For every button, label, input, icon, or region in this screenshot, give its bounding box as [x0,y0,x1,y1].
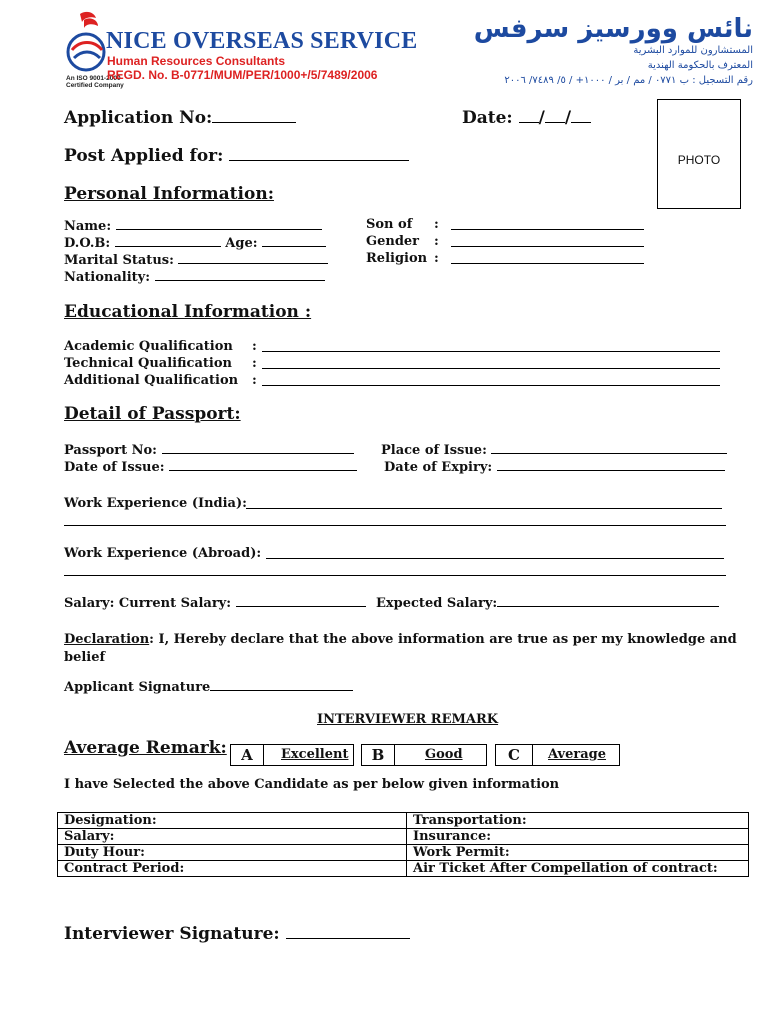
gender-label: Gender [366,234,420,249]
passport-no-field: Passport No: [64,441,354,458]
air-ticket-cell: Air Ticket After Compellation of contract: [407,861,749,877]
remark-label-good: Good [425,747,463,762]
declaration-text: Declaration: I, Hereby declare that the above information are true as per my knowledge and [64,632,737,647]
remark-label-excellent: Excellent [281,747,349,762]
registration-number: REGD. No. B-0771/MUM/PER/1000+/5/7489/2006 [107,68,378,82]
gender-colon: : [434,234,439,249]
salary-cell: Salary: [58,829,407,845]
selected-note: I have Selected the above Candidate as per below given information [64,777,560,792]
date-field: Date: / / [462,108,591,128]
selection-details-table [57,812,749,877]
religion-line [451,263,644,264]
work-abroad-line [266,558,724,559]
academic-label: Academic Qualification [64,339,233,354]
remark-letter-b: B [361,744,395,766]
average-remark-label: Average Remark: [64,738,227,758]
photo-label: PHOTO [677,153,721,167]
table-row [58,829,749,845]
religion-label: Religion [366,251,428,266]
academic-colon: : [252,339,257,354]
photo-box [657,99,741,209]
additional-line [262,385,720,386]
nationality-field: Nationality: [64,268,325,285]
work-india-line-2 [64,525,726,526]
technical-line [262,368,720,369]
academic-line [262,351,720,352]
declaration-label: Declaration [64,632,150,647]
marital-status-field: Marital Status: [64,251,328,268]
work-india-line [246,508,722,509]
personal-info-heading: Personal Information: [64,184,274,204]
declaration-text-line-2: belief [64,650,106,665]
current-salary-field: Salary: Current Salary: [64,594,366,611]
gender-line [451,246,644,247]
additional-colon: : [252,373,257,388]
date-of-issue-field: Date of Issue: [64,458,357,475]
remark-letter-c: C [495,744,533,766]
interviewer-signature-field: Interviewer Signature: [64,924,410,944]
insurance-cell: Insurance: [407,829,749,845]
work-abroad-label: Work Experience (Abroad): [64,546,262,561]
remark-letter-a: A [230,744,264,766]
place-of-issue-field: Place of Issue: [381,441,727,458]
arabic-line-2: المعترف بالحكومة الهندية [647,60,753,71]
additional-label: Additional Qualification [64,373,239,388]
contract-period-cell: Contract Period: [58,861,407,877]
son-of-colon: : [434,217,439,232]
technical-label: Technical Qualification [64,356,232,371]
work-india-label: Work Experience (India): [64,496,247,511]
name-field: Name: [64,217,322,234]
duty-hour-cell: Duty Hour: [58,845,407,861]
arabic-line-1: المستشارون للموارد البشرية [633,45,753,56]
remark-label-average: Average [548,747,607,762]
table-row [58,813,749,829]
arabic-company-name: نائس وورسيز سرفس [473,14,753,44]
dob-field: D.O.B: Age: [64,234,326,251]
education-heading: Educational Information : [64,302,312,322]
date-of-expiry-field: Date of Expiry: [384,458,725,475]
passport-heading: Detail of Passport: [64,404,241,424]
interviewer-remark-heading: INTERVIEWER REMARK [317,712,499,727]
company-tagline: Human Resources Consultants [107,54,286,68]
arabic-line-3: رقم التسجيل : ب ٠٧٧١ / مم / بر / ١٠٠٠+ / ٥/ ٧٤٨٩/ ٢٠٠٦ [504,75,753,86]
company-logo [64,10,112,74]
post-applied-field: Post Applied for: [64,146,409,166]
son-of-label: Son of [366,217,413,232]
application-no-field: Application No: [64,108,296,128]
work-permit-cell: Work Permit: [407,845,749,861]
applicant-signature-field: Applicant Signature [64,678,353,695]
designation-cell: Designation: [58,813,407,829]
iso-badge: An ISO 9001-2000 Certified Company [66,75,124,89]
work-abroad-line-2 [64,575,726,576]
religion-colon: : [434,251,439,266]
table-row [58,861,749,877]
transportation-cell: Transportation: [407,813,749,829]
son-of-line [451,229,644,230]
table-row [58,845,749,861]
company-name: NICE OVERSEAS SERVICE [106,28,418,54]
expected-salary-field: Expected Salary: [376,594,719,611]
technical-colon: : [252,356,257,371]
